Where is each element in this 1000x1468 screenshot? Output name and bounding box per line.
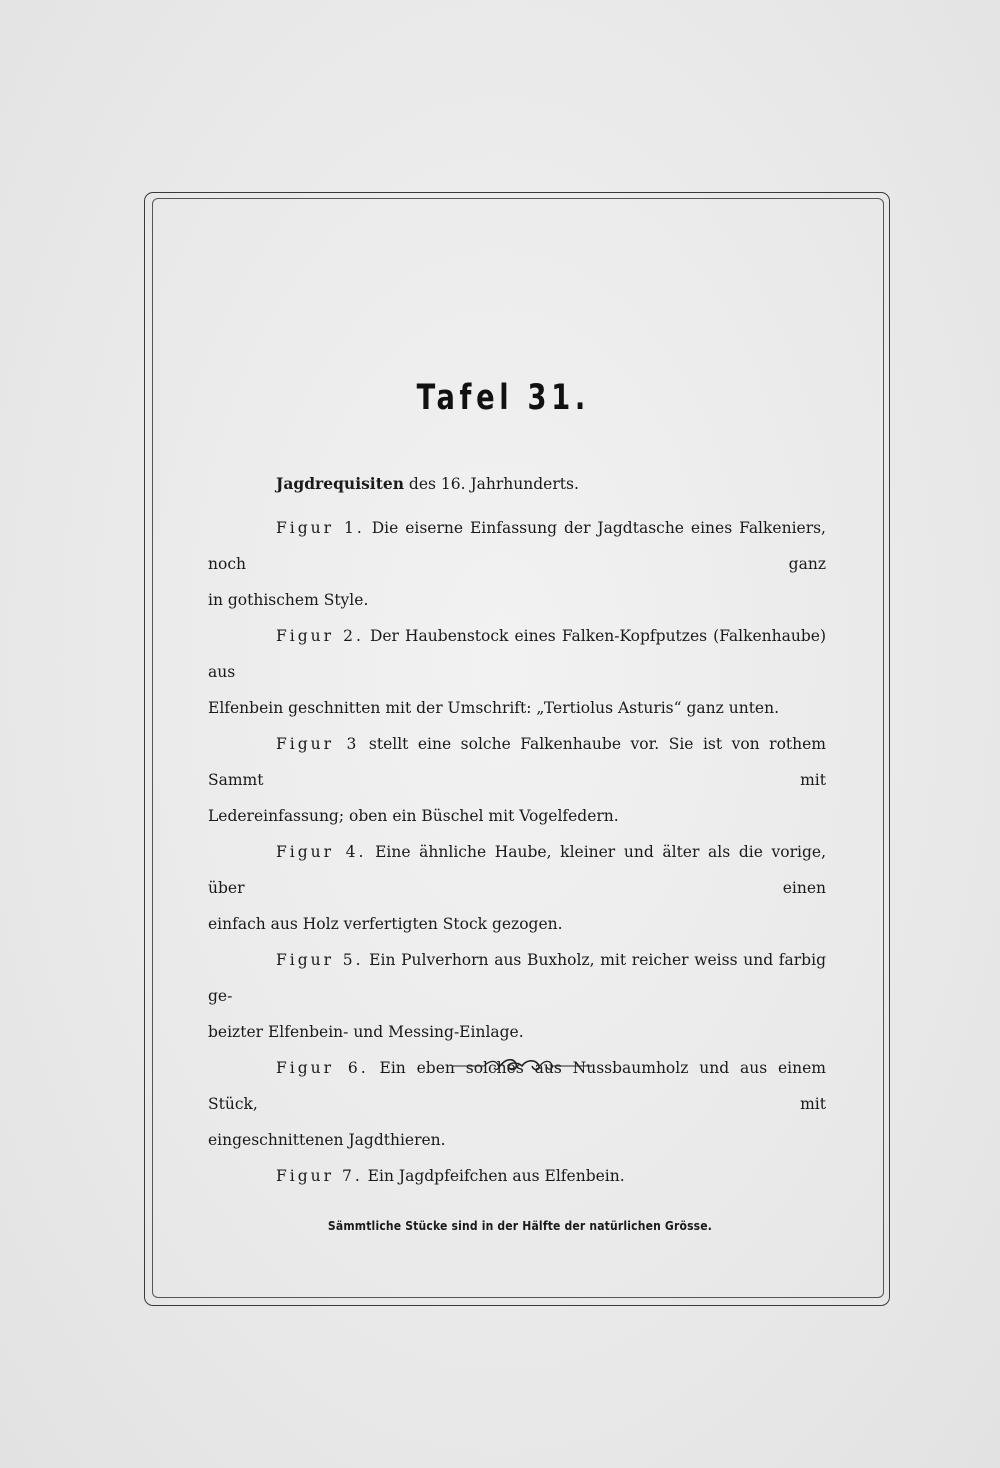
figure-text-line1: Der Haubenstock eines Falken-Kopfputzes (Falkenhaube) aus [208, 627, 826, 681]
figure-label: Figur 1. [276, 519, 365, 537]
footer-note: Sämmtliche Stücke sind in der Hälfte der natürlichen Grösse. [327, 1219, 713, 1233]
figure-paragraph-7 [208, 1158, 826, 1194]
figure-label: Figur 5. [276, 951, 364, 969]
figure-text-line2: eingeschnittenen Jagdthieren. [208, 1131, 446, 1149]
figure-label: Figur 3 [276, 735, 360, 753]
plate-description [208, 466, 826, 1194]
figure-label: Figur 7. [276, 1167, 363, 1185]
figure-text-line1: stellt eine solche Falkenhaube vor. Sie ist von rothem Sammt mit [208, 735, 826, 789]
figure-paragraph-1 [208, 510, 826, 618]
figure-paragraph-5 [208, 942, 826, 1050]
plate-title: Tafel 31. [416, 378, 590, 418]
figure-paragraph-3 [208, 726, 826, 834]
figure-paragraph-4 [208, 834, 826, 942]
figure-paragraph-2 [208, 618, 826, 726]
figure-text-line2: einfach aus Holz verfertigten Stock gezogen. [208, 915, 563, 933]
figure-text-line1: Die eiserne Einfassung der Jagdtasche eines Falkeniers, noch ganz [208, 519, 826, 573]
figure-text-line2: in gothischem Style. [208, 591, 369, 609]
figure-label: Figur 2. [276, 627, 364, 645]
figure-text-line1: Ein Pulverhorn aus Buxholz, mit reicher weiss und farbig ge- [208, 951, 826, 1005]
figure-text-line1: Ein eben solches aus Nussbaumholz und aus einem Stück, mit [208, 1059, 826, 1113]
figure-label: Figur 4. [276, 843, 367, 861]
section-heading [276, 466, 826, 502]
figure-text-line2: beizter Elfenbein- und Messing-Einlage. [208, 1023, 524, 1041]
figure-label: Figur 6. [276, 1059, 369, 1077]
figure-text-line1: Ein Jagdpfeifchen aus Elfenbein. [362, 1167, 625, 1185]
section-heading-rest: des 16. Jahrhunderts. [403, 475, 579, 493]
figure-text-line2: Elfenbein geschnitten mit der Umschrift: „Tertiolus Asturis“ ganz unten. [208, 699, 780, 717]
section-heading-bold: Jagdrequisiten [276, 474, 404, 493]
figure-text-line1: Eine ähnliche Haube, kleiner und älter als die vorige, über einen [208, 843, 826, 897]
figure-text-line2: Ledereinfassung; oben ein Büschel mit Vogelfedern. [208, 807, 619, 825]
flourish-ornament-icon [452, 1054, 592, 1076]
